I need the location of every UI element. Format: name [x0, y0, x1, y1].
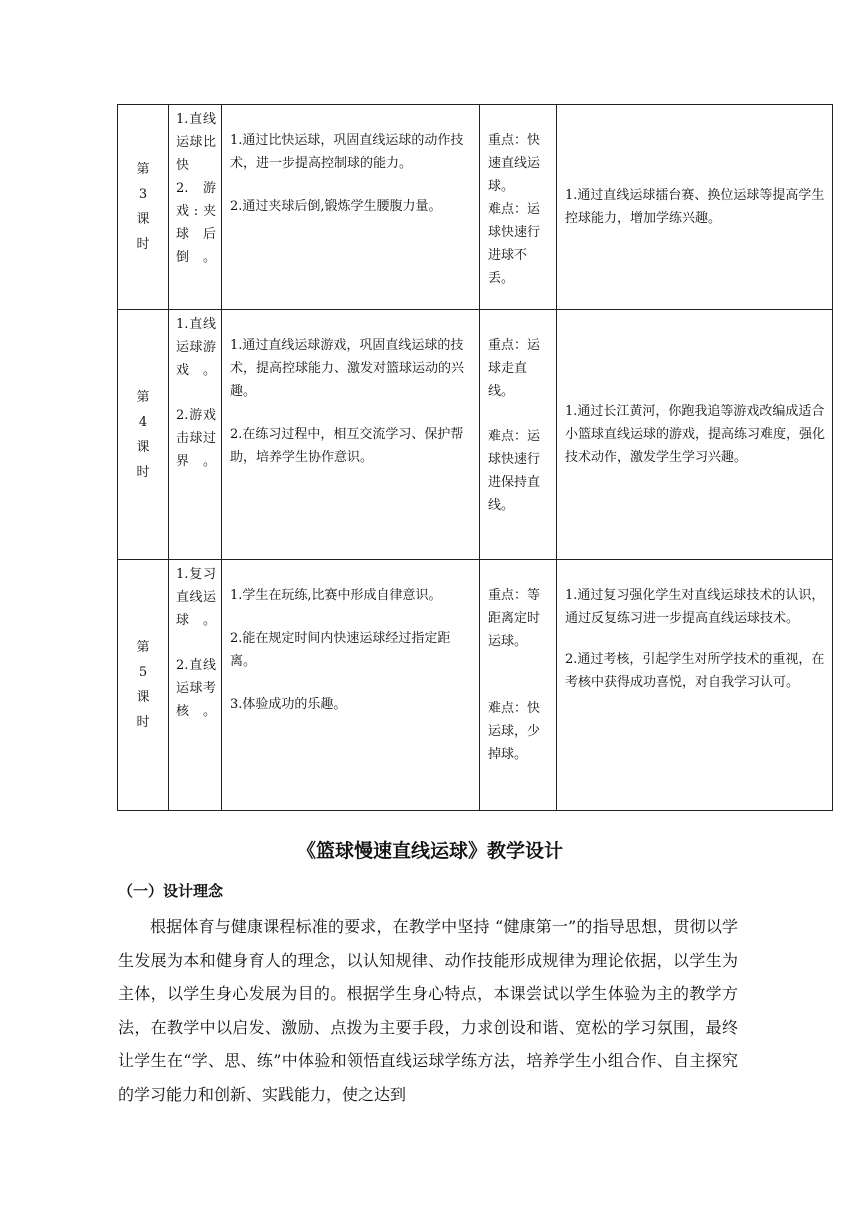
note-item: 1.通过直线运球擂台赛、换位运球等提高学生控球能力，增加学练兴趣。: [565, 188, 825, 226]
lesson-label-cell: [118, 310, 169, 560]
lesson-plan-table: [117, 104, 833, 811]
body-paragraph: 根据体育与健康课程标准的要求，在教学中坚持 “健康第一”的指导思想，贯彻以学生发展为本和健身育人的理念，以认知规律、动作技能形成规律为理论依据，以学生为主体，以学生身心发展为目的。根据学生身心特点，本课尝试以学生体验为主的教学方法，在教学中以启发、激励、点拨为主要手段，力求创设和谐、宽松的学习氛围，最终让学生在“学、思、练”中体验和领悟直线运球学练方法，培养学生小组合作、自主探究的学习能力和创新、实践能力，使之达到: [118, 917, 738, 1104]
key-point-cell: [480, 310, 557, 560]
difficulty-text: 难点：快运球，少掉球。: [488, 701, 541, 762]
lesson-label: 第5课时: [136, 640, 150, 730]
difficulty-text: 难点：运球快速行进保持直线。: [488, 429, 541, 513]
difficulty-text: 难点：运球快速行进球不丢。: [488, 202, 541, 286]
topic-item: 2.直线运球考核。: [176, 658, 216, 719]
lesson-label: 第3课时: [136, 162, 150, 252]
topic-item: 1.复习直线运球。: [176, 567, 216, 628]
topic-cell: [169, 105, 222, 310]
key-point-cell: [480, 560, 557, 811]
document-title: 《篮球慢速直线运球》教学设计: [296, 840, 563, 862]
key-point-text: 重点：等距离定时运球。: [488, 588, 541, 649]
goal-item: 2.在练习过程中，相互交流学习、保护帮助，培养学生协作意识。: [230, 427, 464, 465]
key-point-text: 重点：运球走直线。: [488, 338, 541, 399]
goal-item: 1.学生在玩练,比赛中形成自律意识。: [230, 588, 442, 603]
section-heading: （一）设计理念: [118, 882, 224, 900]
lesson-label-cell: [118, 105, 169, 310]
goal-item: 1.通过比快运球，巩固直线运球的动作技术，进一步提高控制球的能力。: [230, 133, 464, 171]
note-item: 1.通过长江黄河，你跑我追等游戏改编成适合小篮球直线运球的游戏，提高练习难度，强化技术动作，激发学生学习兴趣。: [565, 404, 826, 465]
key-point-cell: [480, 105, 557, 310]
topic-cell: [169, 560, 222, 811]
goal-item: 2.能在规定时间内快速运球经过指定距离。: [230, 631, 451, 669]
lesson-label: 第4课时: [136, 389, 150, 480]
goal-cell: [222, 105, 480, 310]
goal-item: 2.通过夹球后倒,锻炼学生腰腹力量。: [230, 199, 442, 214]
key-point-text: 重点：快速直线运球。: [488, 133, 541, 194]
table-row-lesson-4: [118, 310, 833, 560]
note-item: 2.通过考核，引起学生对所学技术的重视，在考核中获得成功喜悦，对自我学习认可。: [565, 652, 825, 690]
goal-cell: [222, 310, 480, 560]
topic-item: 2.游戏击球过界 。: [176, 408, 216, 469]
lesson-label-cell: [118, 560, 169, 811]
note-cell: [557, 105, 833, 310]
note-item: 1.通过复习强化学生对直线运球技术的认识，通过反复练习进一步提高直线运球技术。: [565, 588, 825, 626]
table-row-lesson-3: [118, 105, 833, 310]
topic-item: 2.游戏:夹球后倒。: [176, 181, 216, 265]
goal-item: 1.通过直线运球游戏，巩固直线运球的技术，提高控球能力、激发对篮球运动的兴趣。: [230, 338, 465, 399]
topic-cell: [169, 310, 222, 560]
note-cell: [557, 560, 833, 811]
topic-item: 1.直线运球游戏。: [176, 317, 216, 378]
goal-item: 3.体验成功的乐趣。: [230, 697, 347, 712]
table-row-lesson-5: [118, 560, 833, 811]
topic-item: 1.直线运球比快: [176, 112, 216, 173]
note-cell: [557, 310, 833, 560]
goal-cell: [222, 560, 480, 811]
